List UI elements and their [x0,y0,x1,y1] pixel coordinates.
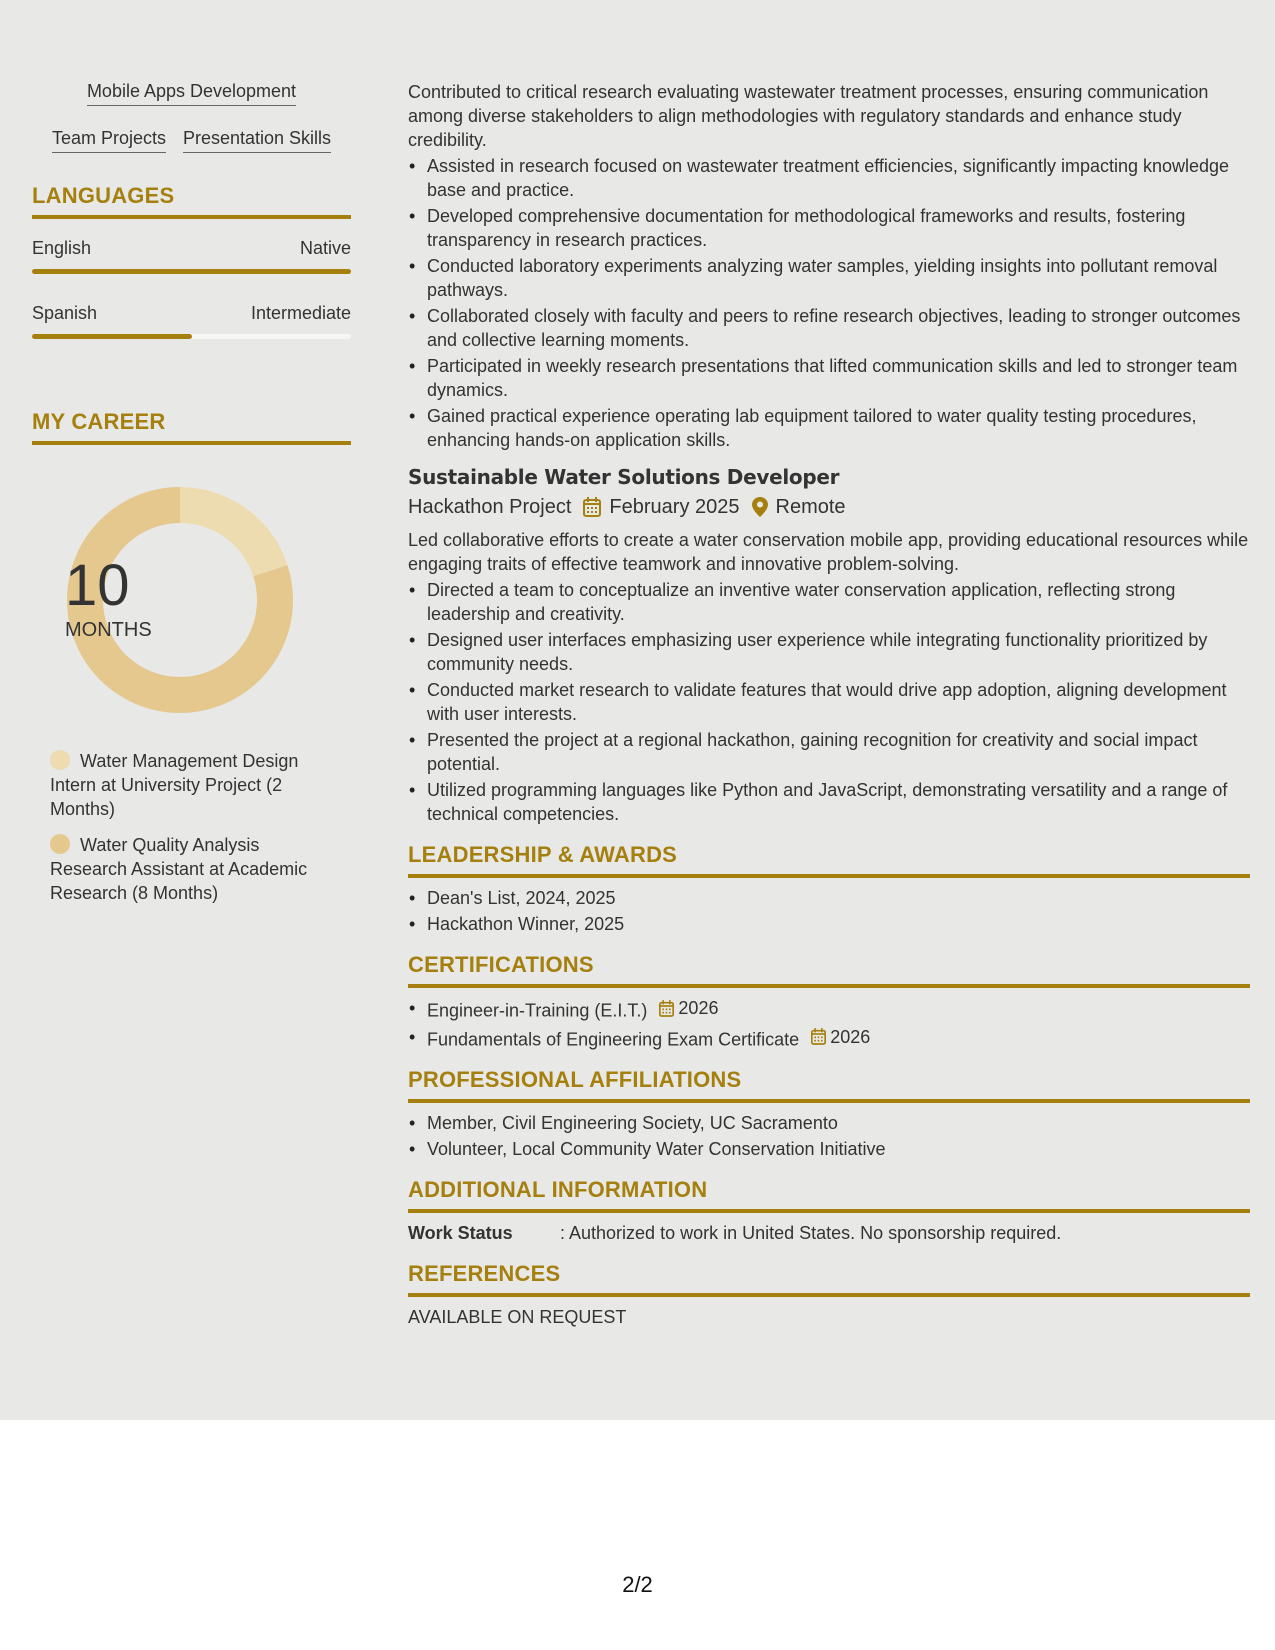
skill-tag: Presentation Skills [183,127,331,153]
page-number: 2/2 [622,1572,653,1597]
career-donut-chart [65,485,295,715]
language-name: English [32,238,92,258]
list-item: • Participated in weekly research presentations that lifted communication skills and led to stronger team dynamics. [408,354,1250,402]
sidebar [32,80,351,917]
career-unit: MONTHS [65,619,152,641]
certification-item [408,1025,1250,1052]
list-item: • Dean's List, 2024, 2025 [408,886,1250,910]
legend-label: Water Management Design Intern at University Project (2 Months) [50,751,299,819]
language-bar [32,334,351,339]
project-meta [408,495,1250,519]
list-item: • Assisted in research focused on wastewater treatment efficiencies, significantly impacting knowledge base and practice. [408,154,1250,202]
work-status-value: : Authorized to work in United States. No sponsorship required. [560,1223,1062,1243]
project-location: Remote [775,496,846,518]
skills-list [32,80,351,153]
project-date: February 2025 [609,496,740,518]
language-level: Native [299,238,351,258]
location-pin-icon [752,497,768,517]
references-section [408,1261,1250,1328]
additional-info-heading: ADDITIONAL INFORMATION [408,1177,1250,1213]
language-level: Intermediate [250,303,351,323]
references-heading: REFERENCES [408,1261,1250,1297]
languages-section [32,183,351,339]
awards-section [408,842,1250,936]
list-item: • Gained practical experience operating lab equipment tailored to water quality testing procedures, enhancing hands-on application skills. [408,404,1250,452]
references-text: AVAILABLE ON REQUEST [408,1307,627,1327]
affiliations-heading: PROFESSIONAL AFFILIATIONS [408,1067,1250,1103]
skill-tag: Mobile Apps Development [87,80,296,106]
project-summary: Led collaborative efforts to create a water conservation mobile app, providing educational resources while engaging traits of effective teamwork and innovative problem-solving. [408,530,1249,574]
list-item: • Utilized programming languages like Python and JavaScript, demonstrating versatility and a range of technical competencies. [408,778,1250,826]
list-item: • Presented the project at a regional hackathon, gaining recognition for creativity and social impact potential. [408,728,1250,776]
certification-name: Engineer-in-Training (E.I.T.) [427,1000,648,1021]
language-name: Spanish [32,303,98,323]
legend-item [50,833,330,905]
language-bar [32,269,351,274]
certifications-section [408,952,1250,1051]
skill-tag: Team Projects [52,127,166,153]
career-heading: MY CAREER [32,409,351,445]
additional-info-section [408,1177,1250,1245]
career-legend [50,749,330,905]
list-item: • Collaborated closely with faculty and peers to refine research objectives, leading to stronger outcomes and collective learning moments. [408,304,1250,352]
calendar-icon [811,1028,826,1045]
project-org: Hackathon Project [408,496,572,518]
legend-dot [50,834,70,854]
calendar-icon [659,1000,674,1017]
language-item [32,302,351,339]
list-item: • Hackathon Winner, 2025 [408,912,1250,936]
legend-label: Water Quality Analysis Research Assistant at Academic Research (8 Months) [50,835,308,903]
certification-year: 2026 [830,1026,871,1047]
certification-year: 2026 [678,998,719,1018]
experience-bullets [408,154,1250,452]
certification-item [408,996,1250,1023]
project-title: Sustainable Water Solutions Developer [408,465,840,489]
experience-summary: Contributed to critical research evaluating wastewater treatment processes, ensuring communication among diverse stakeholders to align methodologies with regulatory standards and enhance study credibility. [408,82,1209,150]
awards-heading: LEADERSHIP & AWARDS [408,842,1250,878]
list-item: • Directed a team to conceptualize an inventive water conservation application, reflecting strong leadership and creativity. [408,578,1250,626]
language-bar-fill [32,334,192,339]
career-total: 10 [65,553,130,618]
languages-heading: LANGUAGES [32,183,351,219]
list-item: • Designed user interfaces emphasizing user experience while integrating functionality prioritized by community needs. [408,628,1250,676]
list-item: • Volunteer, Local Community Water Conservation Initiative [408,1137,1250,1161]
legend-dot [50,750,70,770]
calendar-icon [583,497,601,517]
certifications-heading: CERTIFICATIONS [408,952,1250,988]
list-item: • Conducted laboratory experiments analyzing water samples, yielding insights into pollutant removal pathways. [408,254,1250,302]
list-item: • Conducted market research to validate features that would drive app adoption, aligning development with user interests. [408,678,1250,726]
list-item: • Member, Civil Engineering Society, UC Sacramento [408,1111,1250,1135]
work-status-label: Work Status [408,1223,513,1243]
certification-name: Fundamentals of Engineering Exam Certificate [427,1029,800,1049]
legend-item [50,749,330,821]
project-bullets [408,578,1250,826]
main-content [408,80,1250,1328]
language-item [32,237,351,274]
list-item: • Developed comprehensive documentation for methodological frameworks and results, fostering transparency in research practices. [408,204,1250,252]
language-bar-fill [32,269,351,274]
affiliations-section [408,1067,1250,1161]
career-section [32,409,351,905]
